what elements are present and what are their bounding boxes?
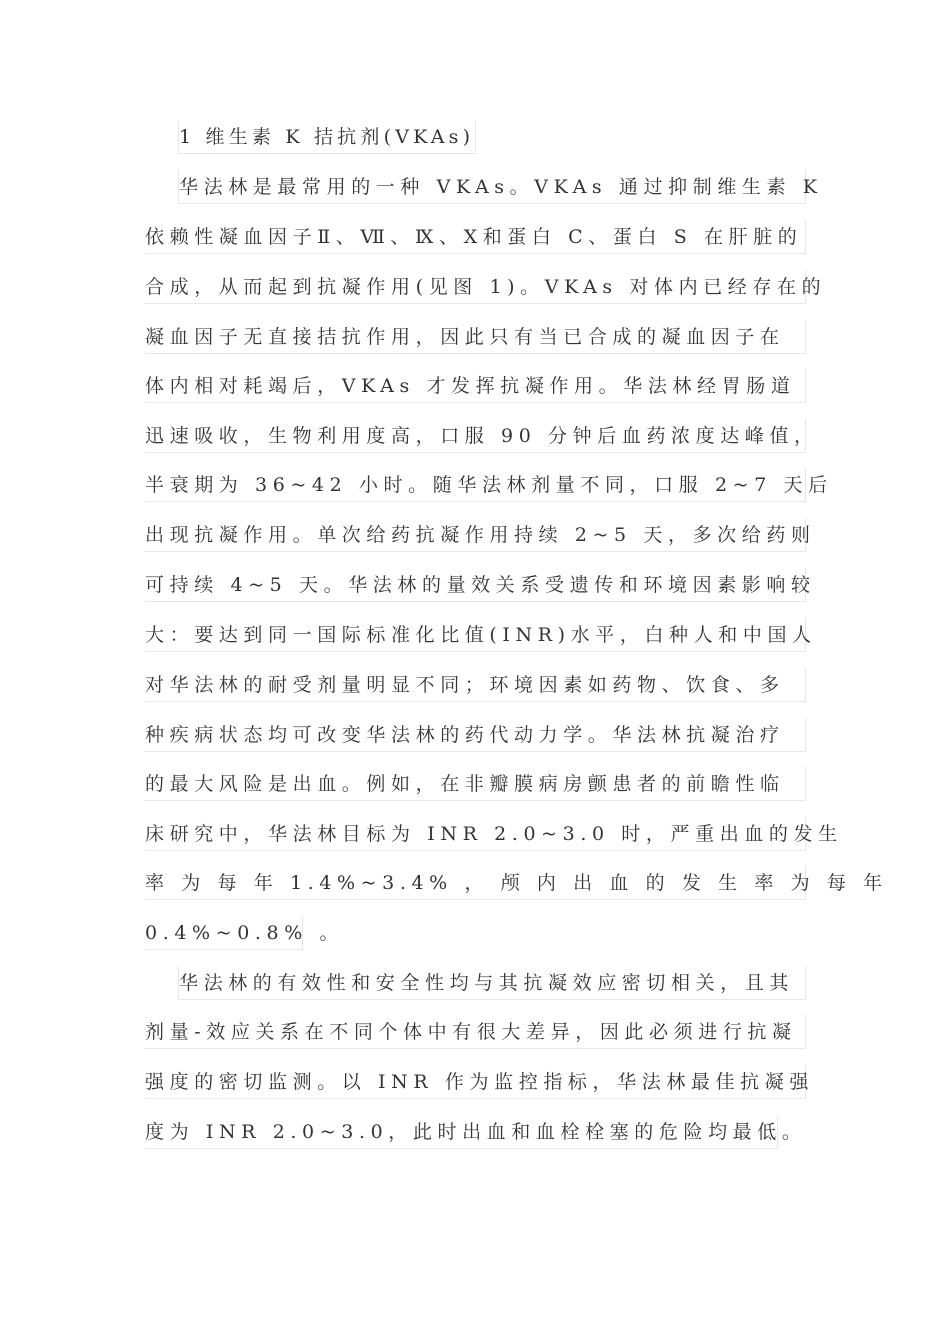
paragraph-2-line-2: 剂量-效应关系在不同个体中有很大差异，因此必须进行抗凝 xyxy=(145,1015,806,1049)
paragraph-1-line-6: 迅速吸收，生物利用度高，口服 90 分钟后血药浓度达峰值， xyxy=(145,419,806,453)
paragraph-1-line-16: 0.4%~0.8% 。 xyxy=(145,916,303,950)
paragraph-1-line-8: 出现抗凝作用。单次给药抗凝作用持续 2~5 天，多次给药则 xyxy=(145,518,806,552)
paragraph-2-line-4: 度为 INR 2.0~3.0，此时出血和血栓栓塞的危险均最低。 xyxy=(145,1115,778,1149)
paragraph-1-line-11: 对华法林的耐受剂量明显不同；环境因素如药物、饮食、多 xyxy=(145,668,806,702)
paragraph-1-line-5: 体内相对耗竭后，VKAs 才发挥抗凝作用。华法林经胃肠道 xyxy=(145,369,806,403)
section-heading: 1 维生素 K 拮抗剂(VKAs) xyxy=(178,120,476,154)
paragraph-1-line-3: 合成，从而起到抗凝作用(见图 1)。VKAs 对体内已经存在的 xyxy=(145,270,806,304)
paragraph-1-line-10: 大：要达到同一国际标准化比值(INR)水平，白种人和中国人 xyxy=(145,618,806,652)
paragraph-1-line-14: 床研究中，华法林目标为 INR 2.0~3.0 时，严重出血的发生 xyxy=(145,817,806,851)
paragraph-1-line-15: 率 为 每 年 1.4%~3.4% ， 颅 内 出 血 的 发 生 率 为 每 年 xyxy=(145,866,806,900)
paragraph-2-line-3: 强度的密切监测。以 INR 作为监控指标，华法林最佳抗凝强 xyxy=(145,1065,806,1099)
paragraph-1-line-7: 半衰期为 36~42 小时。随华法林剂量不同，口服 2~7 天后 xyxy=(145,468,806,502)
paragraph-2-line-1: 华法林的有效性和安全性均与其抗凝效应密切相关，且其 xyxy=(178,966,806,1000)
paragraph-1-line-9: 可持续 4~5 天。华法林的量效关系受遗传和环境因素影响较 xyxy=(145,568,806,602)
paragraph-1-line-2: 依赖性凝血因子Ⅱ、Ⅶ、Ⅸ、Ⅹ和蛋白 C、蛋白 S 在肝脏的 xyxy=(145,220,806,254)
paragraph-1-line-13: 的最大风险是出血。例如，在非瓣膜病房颤患者的前瞻性临 xyxy=(145,767,806,801)
paragraph-1-line-4: 凝血因子无直接拮抗作用，因此只有当已合成的凝血因子在 xyxy=(145,320,806,354)
paragraph-1-line-1: 华法林是最常用的一种 VKAs。VKAs 通过抑制维生素 K xyxy=(178,170,806,204)
paragraph-1-line-12: 种疾病状态均可改变华法林的药代动力学。华法林抗凝治疗 xyxy=(145,718,806,752)
